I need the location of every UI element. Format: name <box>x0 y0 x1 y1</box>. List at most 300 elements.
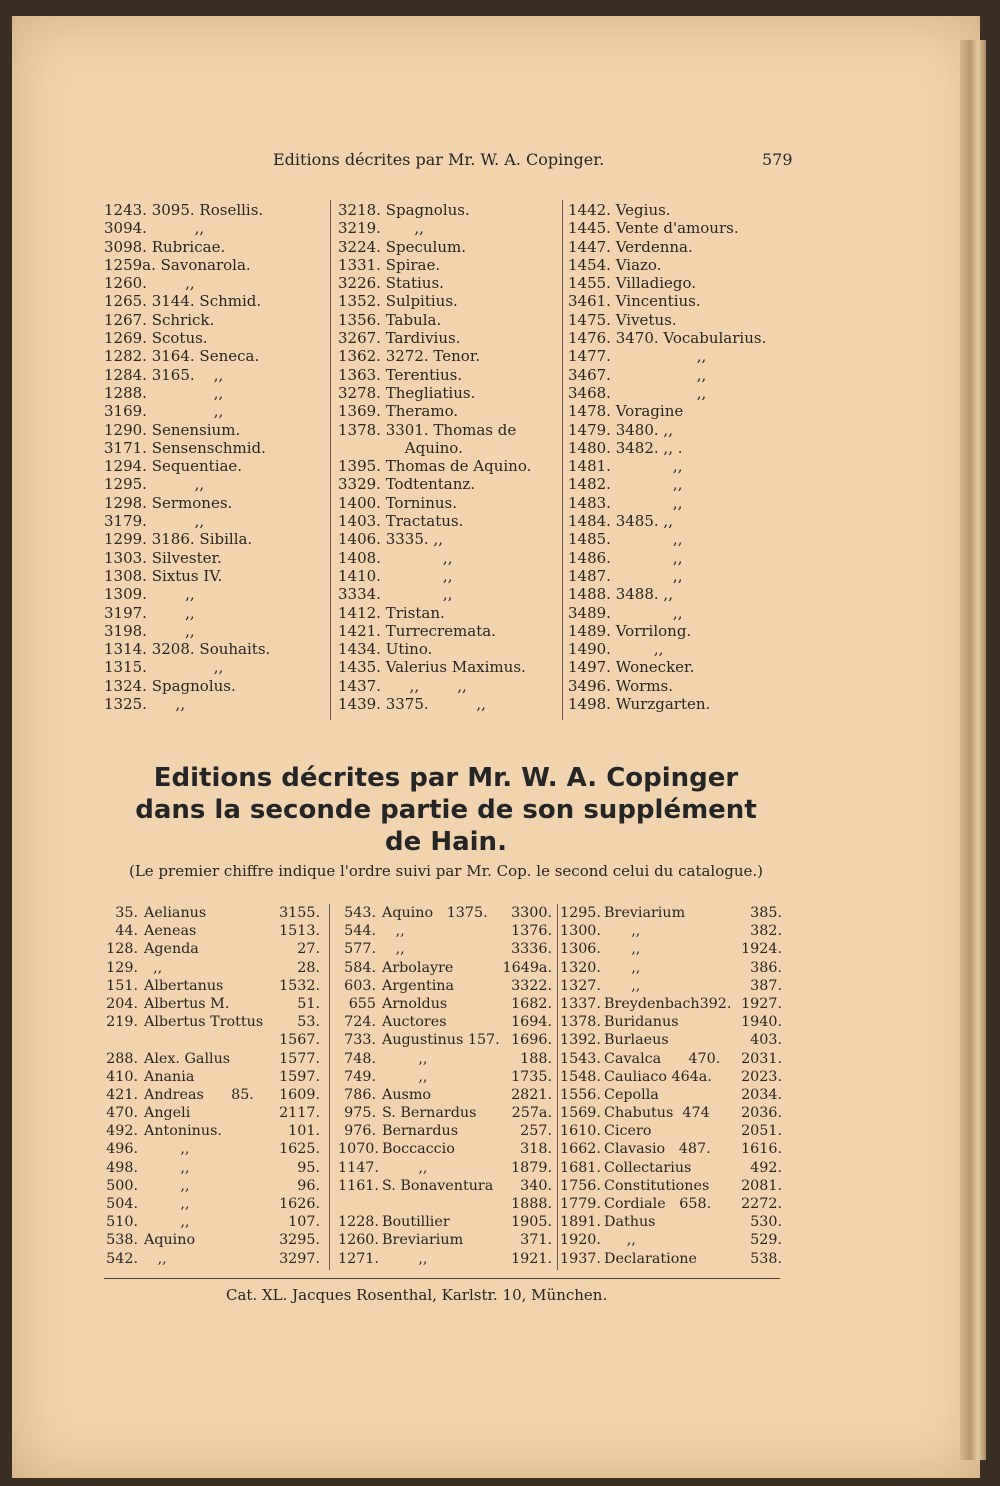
entry-number: 219. <box>106 1014 138 1031</box>
entry-number: 1937. <box>560 1250 601 1267</box>
catalogue-row <box>338 1122 552 1140</box>
entry-number: 1320. <box>560 959 601 976</box>
entry-number: 724. <box>344 1014 376 1031</box>
hain-reference: 3300. <box>511 905 552 921</box>
hain-reference: 96. <box>297 1177 320 1194</box>
index-entry: 1356. Tabula. <box>338 310 442 329</box>
catalogue-row <box>100 1104 320 1122</box>
entry-name: Albertanus <box>144 977 224 994</box>
hain-reference: 3155. <box>279 905 320 921</box>
hain-reference: 2051. <box>741 1123 782 1140</box>
entry-number: 1378. <box>560 1014 601 1031</box>
catalogue-row <box>100 977 320 995</box>
catalogue-row <box>100 904 320 922</box>
index-entry: 1324. Spagnolus. <box>104 676 236 695</box>
entry-name: ,, <box>604 923 641 940</box>
catalogue-row <box>100 959 320 977</box>
entry-number: 204. <box>106 995 138 1012</box>
hain-reference: 386. <box>750 959 782 976</box>
entry-number: 1337. <box>560 995 601 1012</box>
catalogue-row <box>100 1195 320 1213</box>
hain-reference: 1924. <box>741 941 782 958</box>
hain-reference: 385. <box>750 905 782 921</box>
catalogue-row <box>560 977 782 995</box>
hain-reference: 257. <box>520 1123 552 1140</box>
index-entry: 3218. Spagnolus. <box>338 201 470 219</box>
hain-reference: 1625. <box>279 1141 320 1158</box>
entry-number: 35. <box>115 905 138 921</box>
entry-number: 1662. <box>560 1141 601 1158</box>
index-entry: 1288. ,, <box>104 383 224 402</box>
entry-name: ,, <box>382 923 405 940</box>
catalogue-row <box>100 1013 320 1031</box>
index-entry: 1488. 3488. ,, <box>568 585 673 604</box>
entry-number: 1295. <box>560 905 601 921</box>
index-entry: 3267. Tardivius. <box>338 329 461 348</box>
entry-name: ,, <box>144 1214 190 1231</box>
entry-name: Aquino <box>144 1232 196 1249</box>
entry-name: Buridanus <box>604 1014 679 1031</box>
catalogue-row <box>560 1122 782 1140</box>
entry-number: 410. <box>106 1068 138 1085</box>
catalogue-row <box>560 1068 782 1086</box>
hain-reference: 382. <box>750 923 782 940</box>
index-entry: 1299. 3186. Sibilla. <box>104 530 253 549</box>
catalogue-row <box>338 1250 552 1268</box>
top-column-2 <box>338 201 531 713</box>
catalogue-row <box>100 1159 320 1177</box>
entry-name: ,, <box>144 1196 190 1212</box>
catalogue-row <box>560 1213 782 1231</box>
entry-name: Anania <box>144 1068 195 1085</box>
hain-reference: 3297. <box>279 1250 320 1267</box>
catalogue-row <box>100 995 320 1013</box>
entry-number: 1070. <box>338 1141 379 1158</box>
hain-reference: 2034. <box>741 1086 782 1103</box>
catalogue-row <box>338 1050 552 1068</box>
catalogue-row <box>100 940 320 958</box>
entry-number: 151. <box>106 977 138 994</box>
catalogue-row <box>560 922 782 940</box>
entry-name: Burlaeus <box>604 1032 669 1049</box>
index-entry: 1478. Voragine <box>568 402 684 421</box>
entry-number: 733. <box>344 1032 376 1049</box>
entry-number: 975. <box>344 1105 376 1122</box>
entry-number: 976. <box>344 1123 376 1140</box>
catalogue-row <box>560 959 782 977</box>
entry-number: 128. <box>106 941 138 958</box>
hain-reference: 53. <box>297 1014 320 1031</box>
catalogue-row <box>100 922 320 940</box>
hain-reference: 1626. <box>279 1196 320 1212</box>
running-header-title: Editions décrites par Mr. W. A. Copinger. <box>273 150 605 169</box>
entry-name: Alex. Gallus <box>144 1050 231 1067</box>
column-divider <box>330 200 331 720</box>
entry-number: 496. <box>106 1141 138 1158</box>
entry-name: Chabutus 474 <box>604 1105 710 1122</box>
entry-number: 584. <box>344 959 376 976</box>
section-heading-line-1: Editions décrites par Mr. W. A. Copinger <box>153 763 739 793</box>
entry-name: Cicero <box>604 1123 652 1140</box>
entry-name: Bernardus <box>382 1123 459 1140</box>
entry-name: Andreas 85. <box>144 1086 254 1103</box>
index-entry: 1445. Vente d'amours. <box>568 219 739 238</box>
catalogue-row <box>100 1086 320 1104</box>
section-heading-line-3: de Hain. <box>385 827 507 857</box>
index-entry: 1259a. Savonarola. <box>104 255 251 274</box>
index-entry: 1486. ,, <box>568 548 683 567</box>
entry-number: 786. <box>344 1086 376 1103</box>
index-entry: 1362. 3272. Tenor. <box>338 347 481 366</box>
entry-name: Angeli <box>144 1105 191 1122</box>
hain-reference: 2036. <box>741 1105 782 1122</box>
catalogue-row <box>560 1031 782 1049</box>
entry-number: 577. <box>344 941 376 958</box>
index-entry: 1294. Sequentiae. <box>104 457 243 476</box>
column-divider <box>329 904 330 1270</box>
entry-name: S. Bonaventura <box>382 1177 494 1194</box>
index-entry: 1435. Valerius Maximus. <box>338 658 526 677</box>
catalogue-row <box>560 1250 782 1268</box>
index-entry: 1455. Villadiego. <box>568 274 697 293</box>
index-entry: 3198. ,, <box>104 621 195 640</box>
index-entry: 1284. 3165. ,, <box>104 365 224 384</box>
entry-number: 1891. <box>560 1214 601 1231</box>
entry-name: Auctores <box>382 1014 447 1031</box>
entry-name: Arbolayre <box>382 959 454 976</box>
index-entry: 3098. Rubricae. <box>104 237 226 256</box>
entry-number: 1569. <box>560 1105 601 1122</box>
entry-name: Cavalca 470. <box>604 1050 721 1067</box>
index-entry: 1485. ,, <box>568 530 683 549</box>
hain-reference: 257a. <box>511 1105 552 1122</box>
index-entry: 1484. 3485. ,, <box>568 512 673 531</box>
entry-number: 538. <box>106 1232 138 1249</box>
catalogue-row <box>338 1068 552 1086</box>
index-entry: 1298. Sermones. <box>104 493 233 512</box>
hain-reference: 1649a. <box>502 959 552 976</box>
entry-number: 543. <box>344 905 376 921</box>
index-entry: 1481. ,, <box>568 457 683 476</box>
entry-name: Antoninus. <box>144 1123 222 1140</box>
index-entry: 1434. Utino. <box>338 640 433 659</box>
index-entry: 3224. Speculum. <box>338 237 466 256</box>
hain-reference: 95. <box>297 1159 320 1176</box>
index-entry: 1487. ,, <box>568 566 683 585</box>
hain-reference: 3336. <box>511 941 552 958</box>
bottom-column-2 <box>338 904 552 1268</box>
hain-reference: 1682. <box>511 995 552 1012</box>
catalogue-row <box>560 1140 782 1158</box>
catalogue-row <box>560 940 782 958</box>
index-entry: 1408. ,, <box>338 548 453 567</box>
entry-name: ,, <box>604 941 641 958</box>
index-entry: 3329. Todtentanz. <box>338 475 476 494</box>
index-entry: 1265. 3144. Schmid. <box>104 292 262 311</box>
catalogue-row <box>100 1122 320 1140</box>
index-entry: 1295. ,, <box>104 475 205 494</box>
entry-number: 1392. <box>560 1032 601 1049</box>
bottom-column-3 <box>560 904 782 1268</box>
column-divider <box>557 904 558 1270</box>
hain-reference: 1376. <box>511 923 552 940</box>
entry-number: 1543. <box>560 1050 601 1067</box>
index-entry: 1406. 3335. ,, <box>338 530 443 549</box>
index-entry: 3226. Statius. <box>338 274 444 293</box>
hain-reference: 1567. <box>279 1032 320 1049</box>
index-entry: 1410. ,, <box>338 566 453 585</box>
hain-reference: 2031. <box>741 1050 782 1067</box>
entry-name: ,, <box>382 941 405 958</box>
catalogue-row <box>338 1104 552 1122</box>
index-entry: 1439. 3375. ,, <box>338 695 486 714</box>
catalogue-row <box>338 1195 552 1213</box>
entry-name: ,, <box>382 1250 428 1267</box>
hain-reference: 1609. <box>279 1086 320 1103</box>
page-edge <box>960 40 986 1460</box>
index-entry: 1498. Wurzgarten. <box>568 695 711 714</box>
catalogue-row <box>560 1050 782 1068</box>
entry-name: S. Bernardus <box>382 1105 477 1122</box>
entry-name: Aelianus <box>144 905 207 921</box>
entry-name: Augustinus 157. <box>382 1032 500 1049</box>
index-entry: 1475. Vivetus. <box>568 310 677 329</box>
catalogue-row <box>338 940 552 958</box>
catalogue-row <box>338 1086 552 1104</box>
page-footer: Cat. XL. Jacques Rosenthal, Karlstr. 10, München. <box>226 1286 608 1304</box>
catalogue-row <box>560 904 782 922</box>
hain-reference: 1513. <box>279 923 320 940</box>
catalogue-row <box>560 995 782 1013</box>
hain-reference: 1927. <box>741 995 782 1012</box>
entry-number: 1306. <box>560 941 601 958</box>
entry-number: 544. <box>344 923 376 940</box>
entry-number: 748. <box>344 1050 376 1067</box>
catalogue-row <box>100 1068 320 1086</box>
entry-name: Aquino 1375. <box>382 905 488 921</box>
hain-reference: 1940. <box>741 1014 782 1031</box>
index-entry: 3467. ,, <box>568 365 707 384</box>
entry-number: 1147. <box>338 1159 379 1176</box>
entry-number: 1920. <box>560 1232 601 1249</box>
entry-number: 1548. <box>560 1068 601 1085</box>
index-entry: 1309. ,, <box>104 585 195 604</box>
index-entry: 3278. Thegliatius. <box>338 383 476 402</box>
index-entry: 1352. Sulpitius. <box>338 292 458 311</box>
index-entry: 1243. 3095. Rosellis. <box>104 201 264 219</box>
hain-reference: 28. <box>297 959 320 976</box>
entry-number: 498. <box>106 1159 138 1176</box>
index-entry: 3219. ,, <box>338 219 424 238</box>
catalogue-row <box>100 1031 320 1049</box>
entry-name: ,, <box>144 1250 167 1267</box>
hain-reference: 340. <box>520 1177 552 1194</box>
hain-reference: 1921. <box>511 1250 552 1267</box>
entry-name: Albertus M. <box>144 995 230 1012</box>
entry-number: 1610. <box>560 1123 601 1140</box>
entry-number: 542. <box>106 1250 138 1267</box>
hain-reference: 2081. <box>741 1177 782 1194</box>
index-entry: 1378. 3301. Thomas de <box>338 420 517 439</box>
page-number: 579 <box>762 150 793 169</box>
entry-number: 749. <box>344 1068 376 1085</box>
entry-name: ,, <box>382 1068 428 1085</box>
catalogue-row <box>338 922 552 940</box>
hain-reference: 1735. <box>511 1068 552 1085</box>
index-entry: 1400. Torninus. <box>338 493 457 512</box>
footer-rule <box>104 1278 780 1279</box>
index-entry: 1403. Tractatus. <box>338 512 464 531</box>
entry-number: 1228. <box>338 1214 379 1231</box>
catalogue-row <box>338 995 552 1013</box>
hain-reference: 1888. <box>511 1196 552 1212</box>
entry-name: Breviarium <box>604 905 686 921</box>
entry-number: 500. <box>106 1177 138 1194</box>
entry-name: ,, <box>604 1232 636 1249</box>
catalogue-row <box>338 1140 552 1158</box>
entry-number: 1300. <box>560 923 601 940</box>
entry-name: ,, <box>144 959 163 976</box>
hain-reference: 1696. <box>511 1032 552 1049</box>
hain-reference: 27. <box>297 941 320 958</box>
index-entry: 1482. ,, <box>568 475 683 494</box>
entry-name: Boccaccio <box>382 1141 455 1158</box>
catalogue-row <box>560 1013 782 1031</box>
index-entry: 3334. ,, <box>338 585 453 604</box>
index-entry: 1395. Thomas de Aquino. <box>338 457 532 476</box>
index-entry: 3179. ,, <box>104 512 205 531</box>
entry-number: 288. <box>106 1050 138 1067</box>
hain-reference: 3322. <box>511 977 552 994</box>
catalogue-row <box>100 1250 320 1268</box>
entry-number: 1327. <box>560 977 601 994</box>
index-entry: 1303. Silvester. <box>104 548 222 567</box>
catalogue-row <box>338 1159 552 1177</box>
index-entry: 1267. Schrick. <box>104 310 215 329</box>
entry-number: 129. <box>106 959 138 976</box>
entry-name: ,, <box>144 1177 190 1194</box>
index-entry: 1315. ,, <box>104 658 224 677</box>
hain-reference: 529. <box>750 1232 782 1249</box>
hain-reference: 530. <box>750 1214 782 1231</box>
entry-number: 510. <box>106 1214 138 1231</box>
hain-reference: 371. <box>520 1232 552 1249</box>
hain-reference: 387. <box>750 977 782 994</box>
entry-number: 1556. <box>560 1086 601 1103</box>
index-entry: 3496. Worms. <box>568 676 673 695</box>
index-entry: 3461. Vincentius. <box>568 292 701 311</box>
entry-name: Breydenbach392. <box>604 995 732 1012</box>
top-column-3 <box>568 201 766 713</box>
index-entry: 1331. Spirae. <box>338 255 441 274</box>
index-entry: 1479. 3480. ,, <box>568 420 673 439</box>
index-entry: 3197. ,, <box>104 603 195 622</box>
index-entry: 1363. Terentius. <box>338 365 463 384</box>
hain-reference: 1694. <box>511 1014 552 1031</box>
entry-name: Clavasio 487. <box>604 1141 711 1158</box>
entry-name: Boutillier <box>382 1214 450 1231</box>
index-entry: 1442. Vegius. <box>568 201 671 219</box>
entry-number: 470. <box>106 1105 138 1122</box>
index-entry: 3171. Sensenschmid. <box>104 438 266 457</box>
catalogue-row <box>100 1213 320 1231</box>
index-entry: 1483. ,, <box>568 493 683 512</box>
section-heading-line-2: dans la seconde partie de son supplément <box>135 795 757 825</box>
index-entry: 1490. ,, <box>568 640 664 659</box>
hain-reference: 2023. <box>741 1068 782 1085</box>
catalogue-row <box>338 1231 552 1249</box>
catalogue-row <box>100 1140 320 1158</box>
index-entry: 1477. ,, <box>568 347 707 366</box>
catalogue-row <box>560 1177 782 1195</box>
entry-name: Arnoldus <box>382 995 448 1012</box>
hain-reference: 492. <box>750 1159 782 1176</box>
entry-name: Declaratione <box>604 1250 697 1267</box>
hain-reference: 2272. <box>741 1196 782 1212</box>
entry-name: ,, <box>382 1159 428 1176</box>
entry-name: ,, <box>382 1050 428 1067</box>
index-entry: 1447. Verdenna. <box>568 237 693 256</box>
entry-name: Agenda <box>144 941 199 958</box>
index-entry: 3094. ,, <box>104 219 205 238</box>
catalogue-row <box>560 1104 782 1122</box>
entry-number: 492. <box>106 1123 138 1140</box>
index-entry: 1480. 3482. ,, . <box>568 438 683 457</box>
index-entry: 1308. Sixtus IV. <box>104 566 223 585</box>
index-entry: 1412. Tristan. <box>338 603 445 622</box>
catalogue-row <box>560 1086 782 1104</box>
entry-name: Dathus <box>604 1214 656 1231</box>
entry-number: 504. <box>106 1196 138 1212</box>
hain-reference: 2117. <box>279 1105 320 1122</box>
index-entry: 1437. ,, ,, <box>338 676 467 695</box>
entry-name: ,, <box>604 959 641 976</box>
catalogue-row <box>338 904 552 922</box>
index-entry: 1369. Theramo. <box>338 402 459 421</box>
index-entry: 1260. ,, <box>104 274 195 293</box>
hain-reference: 188. <box>520 1050 552 1067</box>
catalogue-row <box>100 1231 320 1249</box>
hain-reference: 1879. <box>511 1159 552 1176</box>
entry-number: 603. <box>344 977 376 994</box>
entry-name: Ausmo <box>382 1086 432 1103</box>
entry-name: Collectarius <box>604 1159 692 1176</box>
explanatory-note: (Le premier chiffre indique l'ordre suivi par Mr. Cop. le second celui du catalogue.) <box>128 862 764 880</box>
top-column-1 <box>104 201 270 713</box>
hain-reference: 403. <box>750 1032 782 1049</box>
entry-number: 1260. <box>338 1232 379 1249</box>
entry-name: Cordiale 658. <box>604 1196 712 1212</box>
entry-number: 1271. <box>338 1250 379 1267</box>
entry-number: 44. <box>115 923 138 940</box>
hain-reference: 3295. <box>279 1232 320 1249</box>
index-entry: Aquino. <box>338 438 463 457</box>
entry-number: 1779. <box>560 1196 601 1212</box>
catalogue-row <box>338 1213 552 1231</box>
entry-name: Cauliaco 464a. <box>604 1068 712 1085</box>
hain-reference: 1905. <box>511 1214 552 1231</box>
index-entry: 1497. Wonecker. <box>568 658 695 677</box>
hain-reference: 1597. <box>279 1068 320 1085</box>
entry-name: ,, <box>604 977 641 994</box>
catalogue-row <box>560 1159 782 1177</box>
index-entry: 1476. 3470. Vocabularius. <box>568 329 767 348</box>
catalogue-row <box>100 1050 320 1068</box>
hain-reference: 101. <box>288 1123 320 1140</box>
entry-name: Breviarium <box>382 1232 464 1249</box>
catalogue-row <box>560 1195 782 1213</box>
bottom-column-1 <box>100 904 320 1268</box>
